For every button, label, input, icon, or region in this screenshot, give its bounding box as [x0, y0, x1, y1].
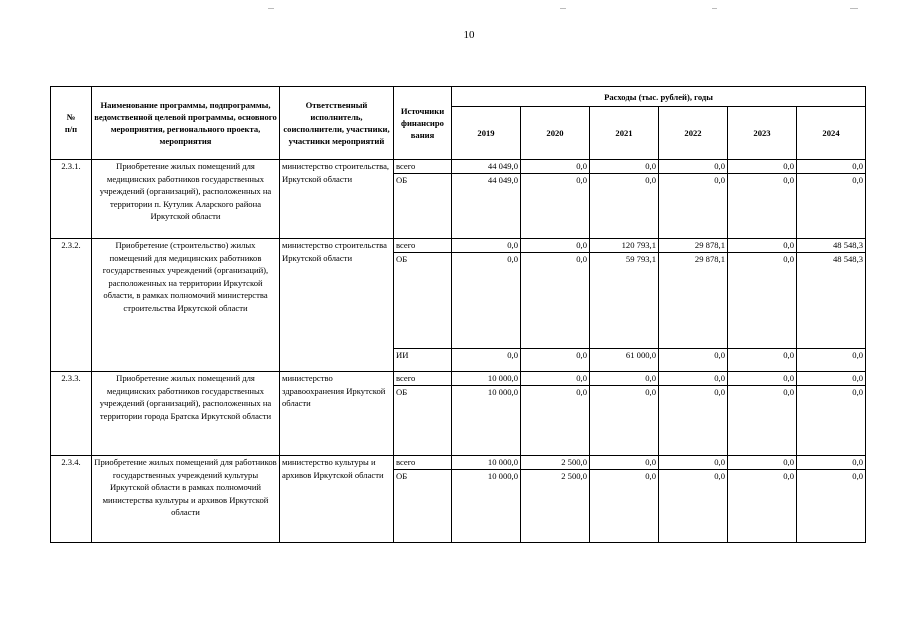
value-cell: 0,0	[590, 372, 659, 386]
value-cell: 10 000,0	[452, 456, 521, 470]
value-cell: 0,0	[659, 456, 728, 470]
value-cell: 0,0	[590, 470, 659, 543]
row-number: 2.3.3.	[51, 372, 92, 456]
value-cell: 0,0	[728, 470, 797, 543]
source-label: ОБ	[394, 174, 452, 239]
source-label: ИИ	[394, 349, 452, 372]
value-cell: 0,0	[728, 174, 797, 239]
value-cell: 0,0	[659, 470, 728, 543]
source-label: всего	[394, 372, 452, 386]
value-cell: 0,0	[797, 174, 866, 239]
header-num: № п/п	[51, 87, 92, 160]
header-year: 2024	[797, 107, 866, 160]
executor: министерство строительства Иркутской области	[280, 239, 394, 372]
value-cell: 29 878,1	[659, 239, 728, 253]
value-cell: 2 500,0	[521, 456, 590, 470]
value-cell: 44 049,0	[452, 174, 521, 239]
measure-name: Приобретение жилых помещений для медицинских работников государственных учреждений (организаций), расположенных на территории п. Кутулик Аларского района Иркутской области	[92, 160, 280, 239]
budget-table	[50, 86, 866, 543]
value-cell: 0,0	[521, 386, 590, 456]
value-cell: 0,0	[728, 456, 797, 470]
value-cell: 0,0	[659, 160, 728, 174]
value-cell: 0,0	[797, 372, 866, 386]
row-number: 2.3.1.	[51, 160, 92, 239]
table-row	[51, 456, 866, 470]
measure-name: Приобретение (строительство) жилых помещений для медицинских работников государственных учреждений (организаций), расположенных на территории Иркутской области, в рамках полномочий министерства строительства Иркутской области	[92, 239, 280, 372]
value-cell: 0,0	[521, 174, 590, 239]
value-cell: 0,0	[590, 160, 659, 174]
value-cell: 0,0	[728, 239, 797, 253]
value-cell: 0,0	[728, 253, 797, 349]
value-cell: 0,0	[728, 372, 797, 386]
value-cell: 0,0	[590, 456, 659, 470]
header-name: Наименование программы, подпрограммы, ведомственной целевой программы, основного мероприятия, регионального проекта, мероприятия	[92, 87, 280, 160]
scan-mark	[560, 8, 566, 9]
measure-name: Приобретение жилых помещений для медицинских работников государственных учреждений (организаций), расположенных на территории города Братска Иркутской области	[92, 372, 280, 456]
value-cell: 0,0	[452, 349, 521, 372]
source-label: ОБ	[394, 386, 452, 456]
header-year: 2023	[728, 107, 797, 160]
value-cell: 10 000,0	[452, 386, 521, 456]
value-cell: 0,0	[728, 160, 797, 174]
value-cell: 0,0	[797, 470, 866, 543]
value-cell: 44 049,0	[452, 160, 521, 174]
value-cell: 0,0	[797, 160, 866, 174]
value-cell: 0,0	[590, 386, 659, 456]
value-cell: 0,0	[728, 349, 797, 372]
header-year: 2020	[521, 107, 590, 160]
scan-mark	[850, 8, 858, 9]
scan-mark	[712, 8, 717, 9]
value-cell: 0,0	[521, 372, 590, 386]
table-row	[51, 372, 866, 386]
source-label: ОБ	[394, 253, 452, 349]
value-cell: 0,0	[521, 349, 590, 372]
value-cell: 48 548,3	[797, 253, 866, 349]
source-label: ОБ	[394, 470, 452, 543]
value-cell: 0,0	[452, 253, 521, 349]
value-cell: 10 000,0	[452, 372, 521, 386]
page-number: 10	[463, 29, 475, 41]
row-number: 2.3.4.	[51, 456, 92, 543]
header-executor: Ответственный исполнитель, соисполнители, участники, участники мероприятий	[280, 87, 394, 160]
value-cell: 0,0	[521, 253, 590, 349]
value-cell: 0,0	[659, 386, 728, 456]
source-label: всего	[394, 239, 452, 253]
value-cell: 0,0	[521, 239, 590, 253]
value-cell: 0,0	[659, 349, 728, 372]
scan-mark	[268, 8, 274, 9]
value-cell: 59 793,1	[590, 253, 659, 349]
table-row	[51, 239, 866, 253]
value-cell: 10 000,0	[452, 470, 521, 543]
value-cell: 0,0	[797, 386, 866, 456]
value-cell: 61 000,0	[590, 349, 659, 372]
value-cell: 0,0	[521, 160, 590, 174]
value-cell: 0,0	[659, 174, 728, 239]
value-cell: 120 793,1	[590, 239, 659, 253]
row-number: 2.3.2.	[51, 239, 92, 372]
value-cell: 29 878,1	[659, 253, 728, 349]
executor: министерство культуры и архивов Иркутской области	[280, 456, 394, 543]
value-cell: 2 500,0	[521, 470, 590, 543]
header-expenses: Расходы (тыс. рублей), годы	[452, 87, 866, 107]
value-cell: 0,0	[797, 349, 866, 372]
executor: министерство здравоохранения Иркутской области	[280, 372, 394, 456]
source-label: всего	[394, 160, 452, 174]
value-cell: 0,0	[452, 239, 521, 253]
table-row	[51, 160, 866, 174]
header-sources: Источники финансиро вания	[394, 87, 452, 160]
header-year: 2019	[452, 107, 521, 160]
header-year: 2022	[659, 107, 728, 160]
executor: министерство строительства, Иркутской области	[280, 160, 394, 239]
value-cell: 0,0	[797, 456, 866, 470]
table-header	[51, 87, 866, 160]
value-cell: 0,0	[659, 372, 728, 386]
header-year: 2021	[590, 107, 659, 160]
source-label: всего	[394, 456, 452, 470]
value-cell: 48 548,3	[797, 239, 866, 253]
value-cell: 0,0	[590, 174, 659, 239]
value-cell: 0,0	[728, 386, 797, 456]
measure-name: Приобретение жилых помещений для работников государственных учреждений культуры Иркутской области в рамках полномочий министерства культуры и архивов Иркутской области	[92, 456, 280, 543]
